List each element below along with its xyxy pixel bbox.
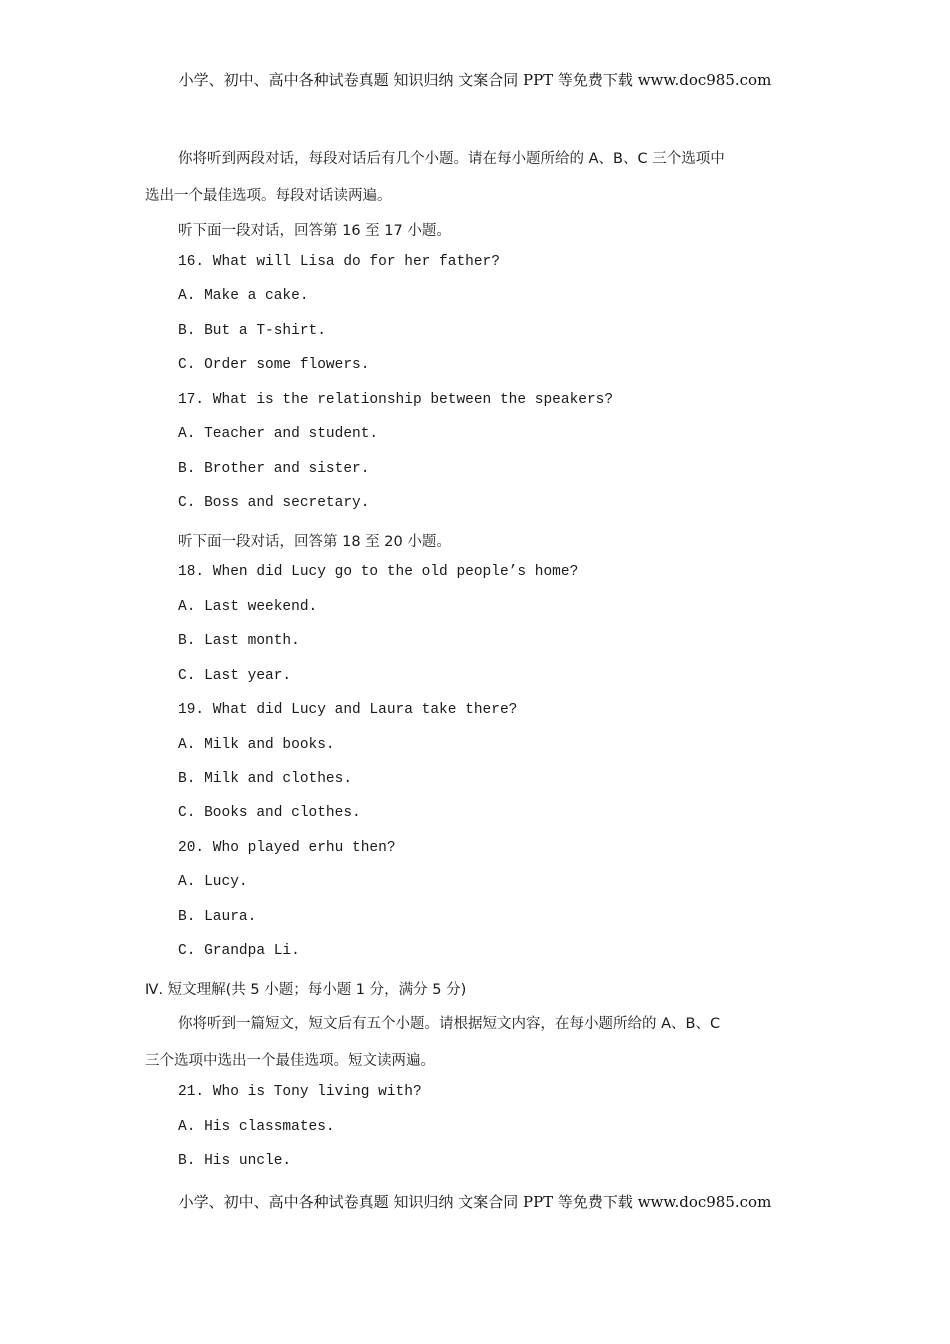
- q18-option-b: B. Last month.: [178, 633, 300, 649]
- question-21: 21. Who is Tony living with?: [178, 1084, 422, 1100]
- q19-option-a: A. Milk and books.: [178, 737, 335, 753]
- q19-option-c: C. Books and clothes.: [178, 805, 361, 821]
- section-4-instruction-line-2: 三个选项中选出一个最佳选项。短文读两遍。: [145, 1053, 435, 1069]
- question-16: 16. What will Lisa do for her father?: [178, 254, 500, 270]
- q20-option-c: C. Grandpa Li.: [178, 943, 300, 959]
- q17-option-c: C. Boss and secretary.: [178, 495, 370, 511]
- intro-line-1: 你将听到两段对话，每段对话后有几个小题。请在每小题所给的 A、B、C 三个选项中: [178, 151, 725, 167]
- q17-option-b: B. Brother and sister.: [178, 461, 370, 477]
- q16-option-c: C. Order some flowers.: [178, 357, 370, 373]
- question-17: 17. What is the relationship between the speakers?: [178, 392, 614, 408]
- dialog2-instruction: 听下面一段对话，回答第 18 至 20 小题。: [178, 534, 451, 550]
- page-footer: 小学、初中、高中各种试卷真题 知识归纳 文案合同 PPT 等免费下载 www.doc985.com: [178, 1193, 772, 1211]
- section-4-instruction-line-1: 你将听到一篇短文，短文后有五个小题。请根据短文内容，在每小题所给的 A、B、C: [178, 1016, 721, 1032]
- q21-option-a: A. His classmates.: [178, 1119, 335, 1135]
- dialog1-instruction: 听下面一段对话，回答第 16 至 17 小题。: [178, 223, 451, 239]
- intro-line-2: 选出一个最佳选项。每段对话读两遍。: [145, 188, 392, 204]
- q21-option-b: B. His uncle.: [178, 1153, 292, 1169]
- q20-option-b: B. Laura.: [178, 909, 257, 925]
- question-20: 20. Who played erhu then?: [178, 840, 396, 856]
- question-18: 18. When did Lucy go to the old people’s home?: [178, 564, 579, 580]
- q18-option-a: A. Last weekend.: [178, 599, 318, 615]
- section-4-title: Ⅳ. 短文理解(共 5 小题；每小题 1 分，满分 5 分): [145, 982, 467, 998]
- q17-option-a: A. Teacher and student.: [178, 426, 379, 442]
- page-header: 小学、初中、高中各种试卷真题 知识归纳 文案合同 PPT 等免费下载 www.doc985.com: [178, 71, 772, 89]
- question-19: 19. What did Lucy and Laura take there?: [178, 702, 518, 718]
- q20-option-a: A. Lucy.: [178, 874, 248, 890]
- q16-option-b: B. But a T-shirt.: [178, 323, 326, 339]
- q18-option-c: C. Last year.: [178, 668, 292, 684]
- q16-option-a: A. Make a cake.: [178, 288, 309, 304]
- q19-option-b: B. Milk and clothes.: [178, 771, 353, 787]
